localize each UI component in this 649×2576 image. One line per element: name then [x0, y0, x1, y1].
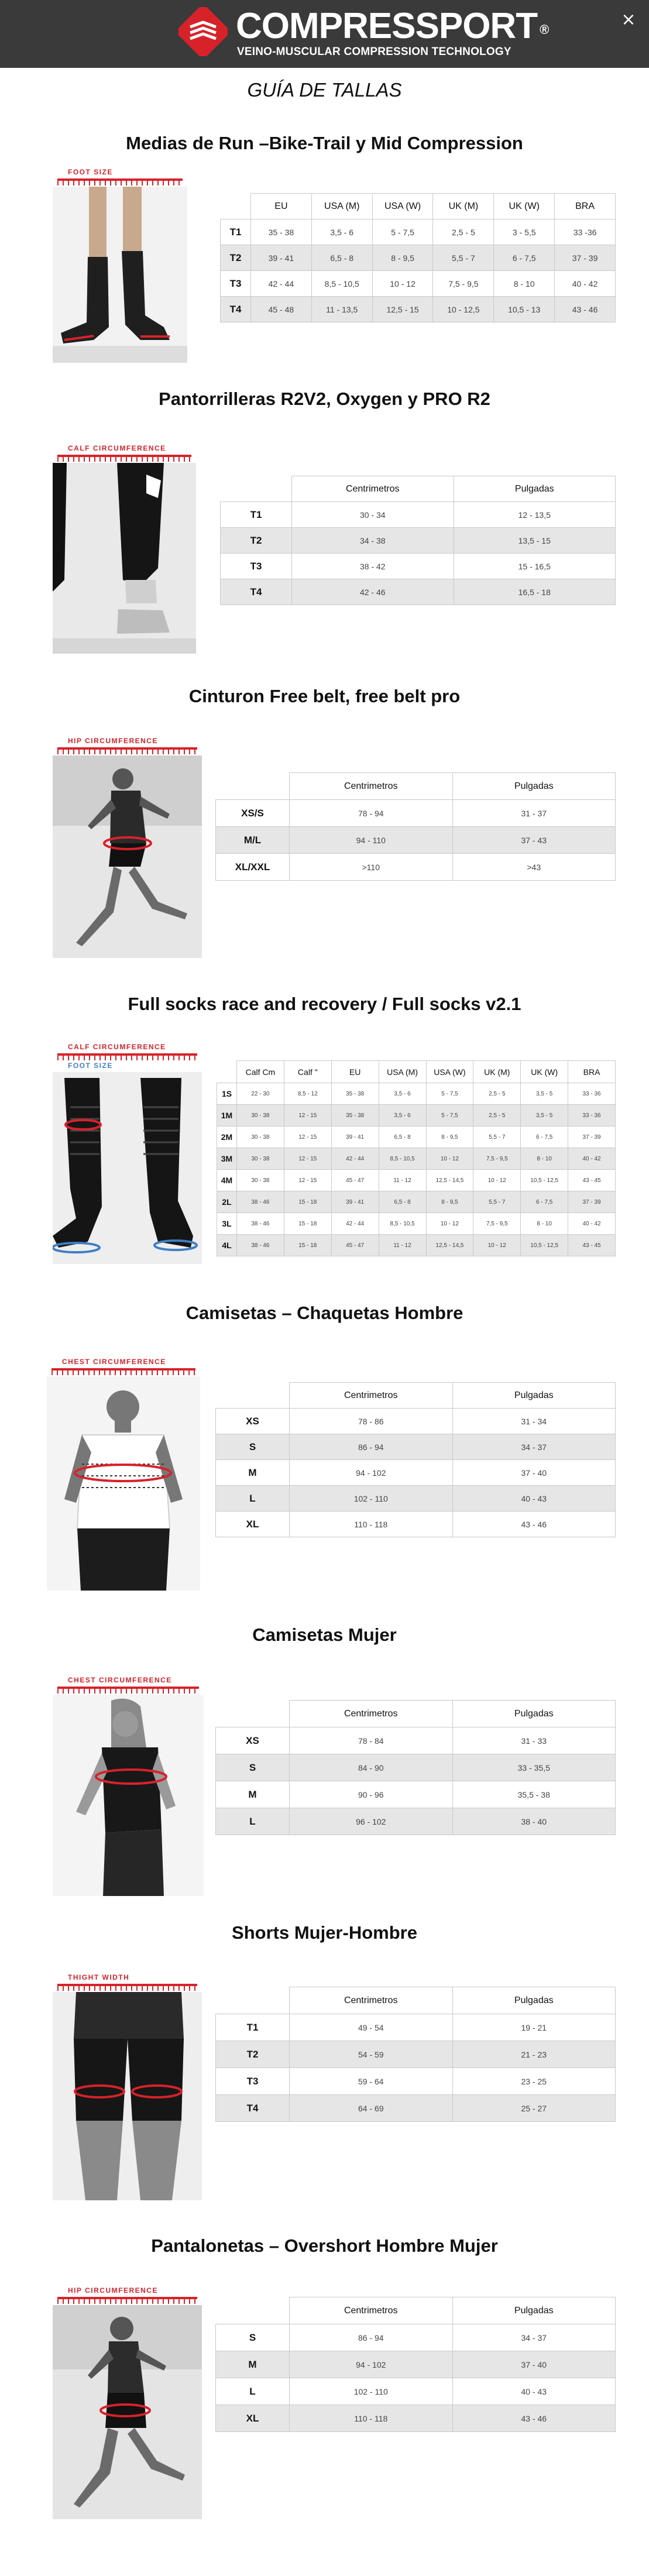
table-cell: 43 - 45 — [568, 1170, 616, 1191]
size-label: XS — [216, 1727, 290, 1754]
table-cell: 33 -36 — [555, 219, 616, 245]
table-cell: 3,5 - 6 — [379, 1105, 426, 1126]
table-row — [221, 502, 616, 528]
size-label: 4L — [217, 1235, 237, 1256]
table-cell: 25 - 27 — [452, 2095, 616, 2122]
table-cell: 11 - 12 — [379, 1235, 426, 1256]
table-cell: 110 - 118 — [290, 1512, 453, 1537]
table-cell: 78 - 86 — [290, 1409, 453, 1434]
size-table-belt — [215, 772, 616, 881]
table-cell: 3 - 5,5 — [494, 219, 555, 245]
table-cell: 30 - 38 — [237, 1126, 284, 1148]
table-cell: 45 - 47 — [331, 1235, 379, 1256]
size-label: XL/XXL — [216, 854, 290, 881]
column-header: USA (W) — [372, 194, 433, 219]
brand-name: COMPRESSPORT ® — [236, 6, 549, 46]
table-cell: 5 - 7,5 — [372, 219, 433, 245]
table-row — [216, 1754, 616, 1781]
size-label: T1 — [216, 2014, 290, 2041]
table-cell: 3,5 - 6 — [379, 1083, 426, 1105]
column-header: Centrimetros — [290, 1383, 453, 1409]
table-cell: 7,5 - 9,5 — [473, 1213, 521, 1235]
table-cell: 12 - 15 — [284, 1105, 331, 1126]
table-cell: 40 - 43 — [452, 2378, 616, 2405]
table-cell: 10 - 12 — [473, 1235, 521, 1256]
table-cell: 30 - 38 — [237, 1170, 284, 1191]
table-cell: 8 - 10 — [521, 1213, 568, 1235]
table-cell: 10 - 12 — [372, 271, 433, 297]
table-row — [216, 1808, 616, 1835]
size-label: L — [216, 1808, 290, 1835]
calf-circumference-photo: CALF CIRCUMFERENCE — [53, 443, 196, 654]
hip-circumference-photo: HIP CIRCUMFERENCE — [53, 736, 202, 958]
size-label: M — [216, 1781, 290, 1808]
table-cell: 78 - 94 — [290, 800, 453, 827]
size-label: T2 — [221, 528, 292, 554]
table-row — [216, 827, 616, 854]
table-cell: 35,5 - 38 — [452, 1781, 616, 1808]
size-label: 2L — [217, 1191, 237, 1213]
table-cell: 2,5 - 5 — [433, 219, 494, 245]
column-header: Calf Cm — [237, 1061, 284, 1083]
table-cell: 10,5 - 12,5 — [521, 1235, 568, 1256]
calf-sleeves-illustration — [53, 463, 196, 654]
section-title-men-shirts: Camisetas – Chaquetas Hombre — [186, 1303, 463, 1323]
table-row — [217, 1235, 616, 1256]
table-row — [216, 1486, 616, 1512]
table-cell: 37 - 39 — [568, 1191, 616, 1213]
table-row — [221, 271, 616, 297]
table-row — [216, 2378, 616, 2405]
table-row — [217, 1170, 616, 1191]
chest-circumference-women-photo: CHEST CIRCUMFERENCE — [53, 1675, 204, 1896]
shorts-legs-illustration — [53, 1992, 202, 2200]
table-cell: 40 - 42 — [568, 1213, 616, 1235]
column-header: UK (W) — [521, 1061, 568, 1083]
column-header: Pulgadas — [454, 476, 616, 502]
table-row — [221, 579, 616, 605]
section-title-socks: Medias de Run –Bike-Trail y Mid Compression — [126, 133, 523, 153]
table-cell: 3,5 - 6 — [311, 219, 372, 245]
table-cell: 38 - 40 — [452, 1808, 616, 1835]
table-cell: 19 - 21 — [452, 2014, 616, 2041]
table-cell: 12 - 15 — [284, 1126, 331, 1148]
table-cell: 42 - 46 — [292, 579, 454, 605]
column-header: UK (M) — [433, 194, 494, 219]
table-cell: 7,5 - 9,5 — [433, 271, 494, 297]
table-cell: 5,5 - 7 — [433, 245, 494, 271]
column-header: BRA — [568, 1061, 616, 1083]
table-cell: 37 - 43 — [452, 827, 616, 854]
table-cell: 38 - 46 — [237, 1191, 284, 1213]
runner-belt-illustration — [53, 755, 202, 958]
table-cell: 10,5 - 12,5 — [521, 1170, 568, 1191]
table-cell: 102 - 110 — [290, 1486, 453, 1512]
column-header: Pulgadas — [452, 1987, 616, 2014]
table-cell: 37 - 39 — [555, 245, 616, 271]
table-cell: 15 - 16,5 — [454, 554, 616, 579]
column-header: Pulgadas — [452, 773, 616, 800]
column-header: EU — [251, 194, 312, 219]
table-cell: 5,5 - 7 — [473, 1126, 521, 1148]
table-cell: 34 - 38 — [292, 528, 454, 554]
column-header: Centrimetros — [292, 476, 454, 502]
table-cell: 42 - 44 — [331, 1148, 379, 1170]
table-cell: 37 - 40 — [452, 2351, 616, 2378]
size-label: T4 — [221, 297, 251, 322]
section-title-shorts: Shorts Mujer-Hombre — [232, 1922, 417, 1943]
column-header: Centrimetros — [290, 1987, 453, 2014]
table-cell: 94 - 102 — [290, 2351, 453, 2378]
table-cell: 12 - 15 — [284, 1148, 331, 1170]
size-label: T1 — [221, 219, 251, 245]
table-cell: 6,5 - 8 — [379, 1191, 426, 1213]
foot-size-photo: FOOT SIZE — [53, 167, 187, 363]
size-table-socks — [220, 193, 616, 322]
table-cell: 35 - 38 — [251, 219, 312, 245]
table-row — [216, 2014, 616, 2041]
table-cell: 15 - 18 — [284, 1213, 331, 1235]
table-row — [221, 219, 616, 245]
size-label: T4 — [221, 579, 292, 605]
woman-shirt-illustration — [53, 1695, 204, 1896]
table-row — [217, 1148, 616, 1170]
column-header: Pulgadas — [452, 1701, 616, 1727]
page-title: GUÍA DE TALLAS — [247, 79, 402, 101]
column-header: BRA — [555, 194, 616, 219]
table-row — [217, 1126, 616, 1148]
column-header: USA (W) — [426, 1061, 473, 1083]
size-label: M — [216, 1460, 290, 1486]
table-row — [216, 854, 616, 881]
size-label: T2 — [216, 2041, 290, 2068]
section-title-belt: Cinturon Free belt, free belt pro — [188, 686, 461, 706]
table-row — [216, 2351, 616, 2378]
table-row — [221, 245, 616, 271]
table-row — [217, 1213, 616, 1235]
brand-tagline: VEINO-MUSCULAR COMPRESSION TECHNOLOGY — [237, 46, 511, 58]
size-label: 1S — [217, 1083, 237, 1105]
hip-circumference-overshort-photo: HIP CIRCUMFERENCE — [53, 2285, 202, 2519]
table-cell: 54 - 59 — [290, 2041, 453, 2068]
size-label: 1M — [217, 1105, 237, 1126]
section-title-overshort: Pantalonetas – Overshort Hombre Mujer — [151, 2235, 498, 2256]
table-cell: 39 - 41 — [251, 245, 312, 271]
table-cell: 43 - 46 — [555, 297, 616, 322]
full-socks-photo: CALF CIRCUMFERENCE FOOT SIZE — [53, 1042, 202, 1264]
column-header: UK (M) — [473, 1061, 521, 1083]
table-cell: 43 - 45 — [568, 1235, 616, 1256]
size-label: 4M — [217, 1170, 237, 1191]
runner-overshort-illustration — [53, 2305, 202, 2519]
table-cell: 34 - 37 — [452, 2324, 616, 2351]
table-row — [216, 1512, 616, 1537]
chest-circumference-men-photo: CHEST CIRCUMFERENCE — [47, 1356, 200, 1591]
size-label: L — [216, 1486, 290, 1512]
table-cell: 35 - 38 — [331, 1105, 379, 1126]
column-header: Centrimetros — [290, 1701, 453, 1727]
table-cell: 12 - 15 — [284, 1170, 331, 1191]
table-cell: 90 - 96 — [290, 1781, 453, 1808]
size-label: S — [216, 1434, 290, 1460]
section-title-calf: Pantorrilleras R2V2, Oxygen y PRO R2 — [159, 389, 490, 409]
table-row — [216, 2068, 616, 2095]
table-cell: 42 - 44 — [251, 271, 312, 297]
table-cell: 6 - 7,5 — [494, 245, 555, 271]
table-cell: 10 - 12 — [473, 1170, 521, 1191]
column-header: Pulgadas — [452, 1383, 616, 1409]
size-label: 3L — [217, 1213, 237, 1235]
table-cell: 8 - 10 — [494, 271, 555, 297]
table-cell: 10 - 12 — [426, 1213, 473, 1235]
size-table-men-shirts — [215, 1382, 616, 1537]
table-cell: 2,5 - 5 — [473, 1083, 521, 1105]
table-cell: 8,5 - 10,5 — [379, 1213, 426, 1235]
table-cell: 22 - 30 — [237, 1083, 284, 1105]
table-cell: 10 - 12,5 — [433, 297, 494, 322]
table-cell: 78 - 84 — [290, 1727, 453, 1754]
socks-legs-illustration — [53, 187, 187, 363]
table-cell: 8,5 - 10,5 — [379, 1148, 426, 1170]
size-label: M/L — [216, 827, 290, 854]
size-label: XS — [216, 1409, 290, 1434]
table-row — [217, 1105, 616, 1126]
table-cell: 84 - 90 — [290, 1754, 453, 1781]
table-cell: 43 - 46 — [452, 2405, 616, 2432]
table-cell: 8 - 9,5 — [426, 1191, 473, 1213]
size-label: T1 — [221, 502, 292, 528]
table-cell: 40 - 43 — [452, 1486, 616, 1512]
section-title-women-shirts: Camisetas Mujer — [252, 1624, 397, 1645]
table-cell: 12,5 - 15 — [372, 297, 433, 322]
table-cell: 102 - 110 — [290, 2378, 453, 2405]
table-cell: 42 - 44 — [331, 1213, 379, 1235]
table-cell: 10 - 12 — [426, 1148, 473, 1170]
table-row — [216, 2324, 616, 2351]
table-cell: 49 - 54 — [290, 2014, 453, 2041]
table-cell: 7,5 - 9,5 — [473, 1148, 521, 1170]
table-cell: 8 - 9,5 — [426, 1126, 473, 1148]
column-header: Centrimetros — [290, 2297, 453, 2324]
table-cell: 33 - 36 — [568, 1083, 616, 1105]
table-cell: 15 - 18 — [284, 1235, 331, 1256]
full-socks-legs-illustration — [53, 1072, 202, 1264]
table-cell: >110 — [290, 854, 453, 881]
table-cell: 12 - 13,5 — [454, 502, 616, 528]
column-header: USA (M) — [311, 194, 372, 219]
table-cell: 38 - 42 — [292, 554, 454, 579]
table-cell: 34 - 37 — [452, 1434, 616, 1460]
table-cell: 86 - 94 — [290, 1434, 453, 1460]
table-cell: 39 - 41 — [331, 1191, 379, 1213]
size-label: T3 — [216, 2068, 290, 2095]
table-cell: 40 - 42 — [555, 271, 616, 297]
table-cell: 40 - 42 — [568, 1148, 616, 1170]
table-row — [216, 1460, 616, 1486]
table-cell: 45 - 47 — [331, 1170, 379, 1191]
size-label: M — [216, 2351, 290, 2378]
size-label: T3 — [221, 554, 292, 579]
table-cell: 31 - 33 — [452, 1727, 616, 1754]
table-cell: 5 - 7,5 — [426, 1083, 473, 1105]
table-cell: 11 - 13,5 — [311, 297, 372, 322]
size-table-full-socks — [217, 1060, 616, 1256]
table-cell: 8 - 9,5 — [372, 245, 433, 271]
size-label: 3M — [217, 1148, 237, 1170]
column-header: Calf " — [284, 1061, 331, 1083]
table-cell: 3,5 - 5 — [521, 1083, 568, 1105]
size-label: T3 — [221, 271, 251, 297]
size-label: XL — [216, 1512, 290, 1537]
table-cell: 8,5 - 10,5 — [311, 271, 372, 297]
table-cell: 5,5 - 7 — [473, 1191, 521, 1213]
table-cell: 6 - 7,5 — [521, 1191, 568, 1213]
table-cell: 94 - 110 — [290, 827, 453, 854]
table-cell: 11 - 12 — [379, 1170, 426, 1191]
table-row — [221, 297, 616, 322]
table-cell: 39 - 41 — [331, 1126, 379, 1148]
size-label: T2 — [221, 245, 251, 271]
table-row — [216, 1434, 616, 1460]
size-label: S — [216, 1754, 290, 1781]
size-label: S — [216, 2324, 290, 2351]
size-label: L — [216, 2378, 290, 2405]
table-cell: 5 - 7,5 — [426, 1105, 473, 1126]
table-cell: 10,5 - 13 — [494, 297, 555, 322]
table-cell: 37 - 40 — [452, 1460, 616, 1486]
compressport-emblem-icon — [178, 7, 228, 56]
table-cell: 110 - 118 — [290, 2405, 453, 2432]
table-row — [216, 2095, 616, 2122]
header-bar — [0, 0, 649, 68]
table-cell: 38 - 46 — [237, 1213, 284, 1235]
table-cell: 37 - 39 — [568, 1126, 616, 1148]
table-cell: 3,5 - 5 — [521, 1105, 568, 1126]
close-button[interactable]: × — [621, 9, 636, 30]
column-header: UK (W) — [494, 194, 555, 219]
brand-logo[interactable] — [178, 6, 549, 60]
table-row — [217, 1083, 616, 1105]
table-cell: 30 - 38 — [237, 1148, 284, 1170]
table-cell: 15 - 18 — [284, 1191, 331, 1213]
table-cell: >43 — [452, 854, 616, 881]
column-header: Centrimetros — [290, 773, 453, 800]
table-row — [221, 554, 616, 579]
table-cell: 33 - 36 — [568, 1105, 616, 1126]
table-cell: 8 - 10 — [521, 1148, 568, 1170]
table-row — [216, 800, 616, 827]
size-label: XS/S — [216, 800, 290, 827]
table-cell: 96 - 102 — [290, 1808, 453, 1835]
table-row — [216, 2041, 616, 2068]
table-cell: 12,5 - 14,5 — [426, 1235, 473, 1256]
table-row — [216, 1781, 616, 1808]
table-cell: 23 - 25 — [452, 2068, 616, 2095]
table-cell: 21 - 23 — [452, 2041, 616, 2068]
table-row — [217, 1191, 616, 1213]
column-header: USA (M) — [379, 1061, 426, 1083]
table-cell: 2,5 - 5 — [473, 1105, 521, 1126]
table-cell: 94 - 102 — [290, 1460, 453, 1486]
table-cell: 8,5 - 12 — [284, 1083, 331, 1105]
size-label: XL — [216, 2405, 290, 2432]
size-table-calf — [220, 476, 616, 605]
table-cell: 30 - 38 — [237, 1105, 284, 1126]
column-header: EU — [331, 1061, 379, 1083]
table-cell: 6 - 7,5 — [521, 1126, 568, 1148]
table-cell: 13,5 - 15 — [454, 528, 616, 554]
size-label: 2M — [217, 1126, 237, 1148]
table-cell: 43 - 46 — [452, 1512, 616, 1537]
table-cell: 35 - 38 — [331, 1083, 379, 1105]
table-cell: 86 - 94 — [290, 2324, 453, 2351]
table-cell: 38 - 46 — [237, 1235, 284, 1256]
man-shirt-illustration — [47, 1376, 200, 1591]
table-cell: 30 - 34 — [292, 502, 454, 528]
section-title-full-socks: Full socks race and recovery / Full socks v2.1 — [128, 994, 521, 1014]
table-cell: 16,5 - 18 — [454, 579, 616, 605]
size-table-overshort — [215, 2297, 616, 2432]
table-cell: 33 - 35,5 — [452, 1754, 616, 1781]
thigh-width-photo: THIGHT WIDTH — [53, 1972, 202, 2200]
table-cell: 59 - 64 — [290, 2068, 453, 2095]
size-table-shorts — [215, 1987, 616, 2122]
table-cell: 64 - 69 — [290, 2095, 453, 2122]
table-row — [216, 2405, 616, 2432]
table-cell: 6,5 - 8 — [311, 245, 372, 271]
column-header: Pulgadas — [452, 2297, 616, 2324]
table-cell: 45 - 48 — [251, 297, 312, 322]
table-cell: 12,5 - 14,5 — [426, 1170, 473, 1191]
table-row — [216, 1727, 616, 1754]
table-row — [221, 528, 616, 554]
size-label: T4 — [216, 2095, 290, 2122]
table-row — [216, 1409, 616, 1434]
table-cell: 31 - 34 — [452, 1409, 616, 1434]
table-cell: 6,5 - 8 — [379, 1126, 426, 1148]
table-cell: 31 - 37 — [452, 800, 616, 827]
size-table-women-shirts — [215, 1700, 616, 1835]
